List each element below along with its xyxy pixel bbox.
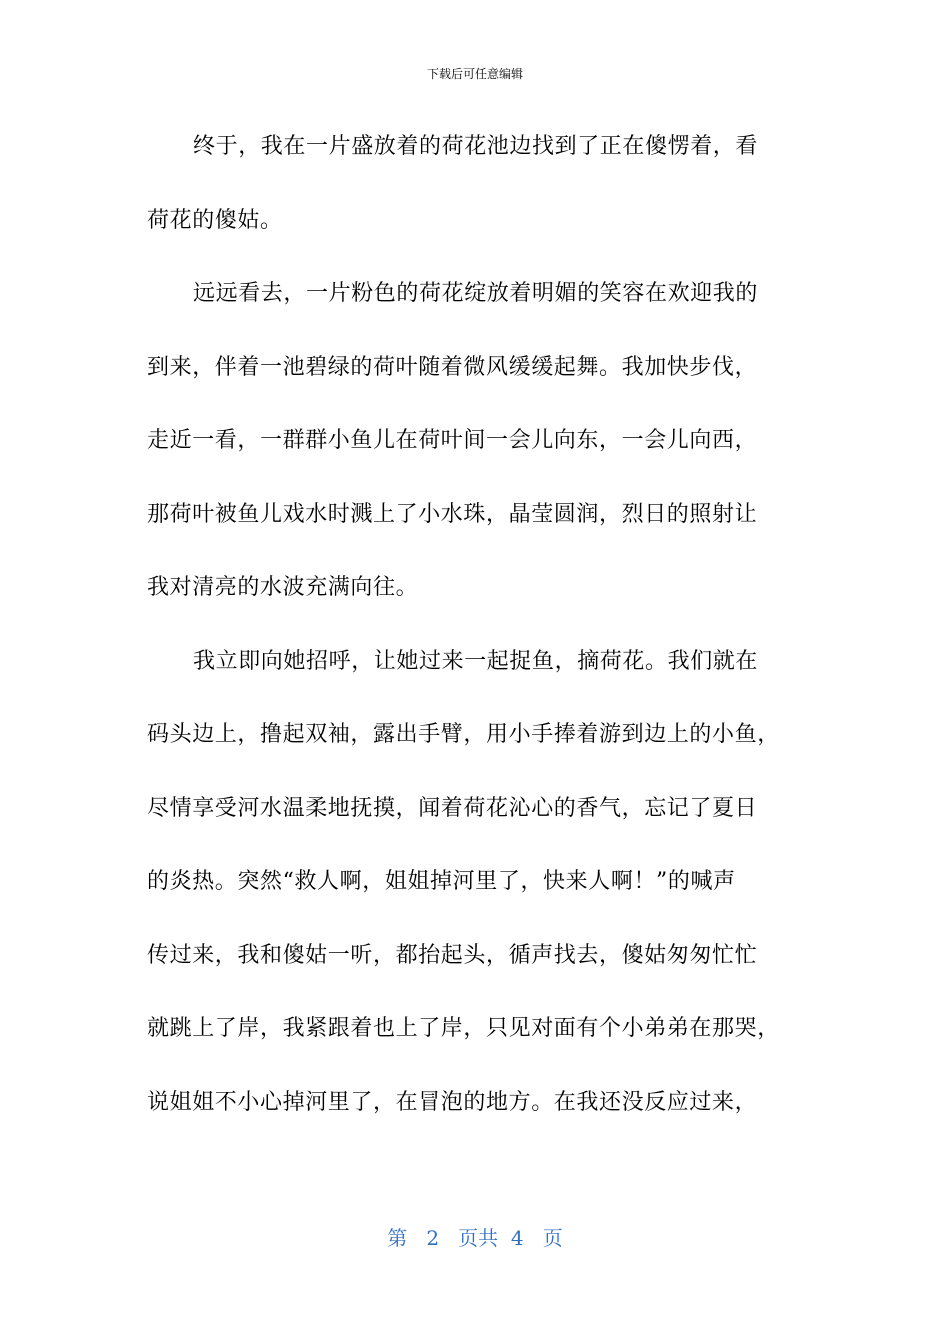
footer-total-pages: 4 [510,1226,524,1250]
text-line-6: 那荷叶被鱼儿戏水时溅上了小水珠，晶莹圆润，烈日的照射让 [147,501,758,527]
text-line-5: 走近一看，一群群小鱼儿在荷叶间一会儿向东，一会儿向西， [147,428,758,453]
footer-label-end: 页 [542,1226,563,1250]
text-line-11: 的炎热。突然“救人啊，姐姐掉河里了，快来人啊！”的喊声 [147,869,736,894]
text-line-2: 荷花的傻姑。 [147,207,283,233]
page-footer [0,1224,950,1252]
text-line-14: 说姐姐不小心掉河里了，在冒泡的地方。在我还没反应过来， [147,1089,758,1115]
document-body [147,124,807,1153]
page-header: 下载后可任意编辑 [426,67,523,81]
text-line-1: 终于，我在一片盛放着的荷花池边找到了正在傻愣着，看 [193,134,759,159]
text-line-10: 尽情享受河水温柔地抚摸，闻着荷花沁心的香气，忘记了夏日 [147,795,758,821]
footer-current-page: 2 [426,1226,440,1250]
footer-label-total: 页共 [458,1226,499,1250]
footer-label-page: 第 [387,1226,408,1250]
text-line-7: 我对清亮的水波充满向往。 [147,575,419,600]
text-line-9: 码头边上，撸起双袖，露出手臂，用小手捧着游到边上的小鱼， [147,722,780,747]
text-line-13: 就跳上了岸，我紧跟着也上了岸，只见对面有个小弟弟在那哭， [147,1016,780,1041]
text-line-8: 我立即向她招呼，让她过来一起捉鱼，摘荷花。我们就在 [193,648,759,674]
text-line-3: 远远看去，一片粉色的荷花绽放着明媚的笑容在欢迎我的 [193,281,759,306]
text-line-12: 传过来，我和傻姑一听，都抬起头，循声找去，傻姑匆匆忙忙 [147,942,758,968]
text-line-4: 到来，伴着一池碧绿的荷叶随着微风缓缓起舞。我加快步伐， [147,354,758,380]
